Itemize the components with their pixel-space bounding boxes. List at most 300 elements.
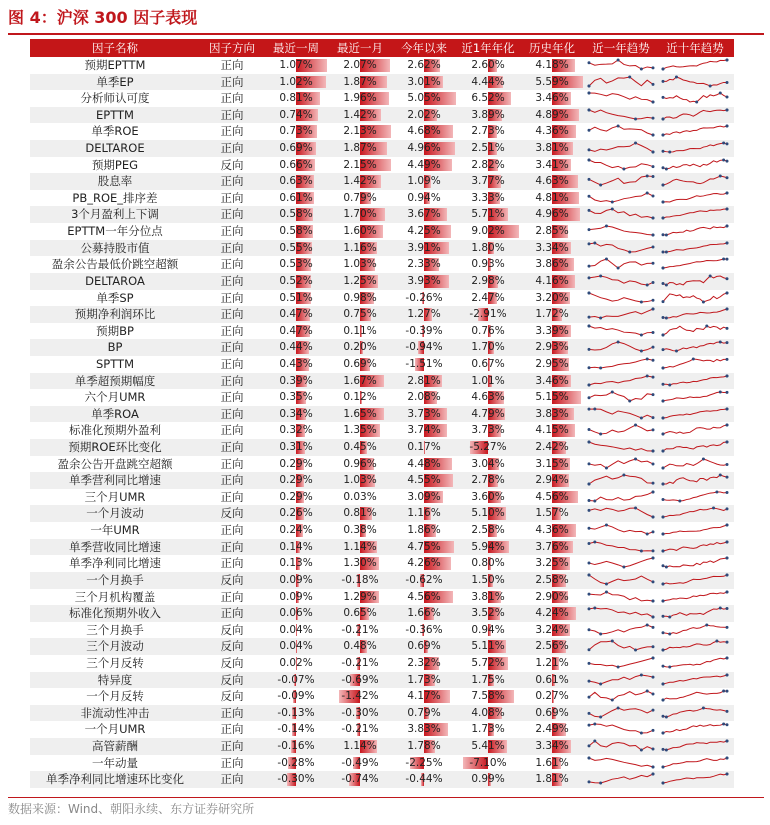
return-cell-m [328, 123, 392, 140]
trend-marker [652, 82, 655, 85]
return-cell-ytd [392, 173, 456, 190]
ten-year-trend-cell [658, 721, 732, 738]
ten-year-trend-cell [658, 389, 732, 406]
trend-marker [712, 507, 715, 510]
return-cell-y1 [456, 539, 520, 556]
one-year-trend-cell [584, 456, 658, 473]
trend-marker [588, 148, 591, 151]
return-value: 2.82% [471, 158, 505, 171]
return-value: 0.58% [279, 208, 313, 221]
return-cell-ytd [392, 157, 456, 174]
return-cell-m [328, 206, 392, 223]
one-year-trend-cell [584, 157, 658, 174]
return-cell-m [328, 622, 392, 639]
trend-line [589, 93, 653, 102]
return-value: 0.73% [279, 125, 313, 138]
trend-marker [652, 245, 655, 248]
one-year-trend-sparkline [587, 639, 655, 652]
return-value: 0.44% [279, 341, 313, 354]
return-cell-w [264, 256, 328, 273]
trend-line [589, 126, 653, 135]
ten-year-trend-cell [658, 422, 732, 439]
trend-line [589, 226, 653, 235]
one-year-trend-cell [584, 273, 658, 290]
trend-line [589, 575, 653, 584]
one-year-trend-cell [584, 605, 658, 622]
trend-marker [640, 748, 643, 751]
one-year-trend-cell [584, 439, 658, 456]
trend-marker [588, 324, 591, 327]
trend-marker [588, 348, 591, 351]
trend-marker [640, 673, 643, 676]
trend-marker [726, 191, 729, 194]
trend-marker [588, 608, 591, 611]
one-year-trend-sparkline [587, 606, 655, 619]
trend-line [589, 342, 653, 351]
trend-marker [692, 357, 695, 360]
header-factor-name: 因子名称 [92, 41, 138, 55]
trend-line [663, 724, 727, 733]
one-year-trend-sparkline [587, 739, 655, 752]
trend-marker [588, 195, 591, 198]
return-value: 3.20% [535, 291, 569, 304]
trend-marker [588, 228, 591, 231]
trend-marker [719, 607, 722, 610]
trend-marker [634, 424, 637, 427]
return-cell-y1 [456, 572, 520, 589]
ten-year-trend-cell [658, 290, 732, 307]
return-cell-ytd [392, 190, 456, 207]
trend-marker [662, 200, 665, 203]
trend-line [589, 724, 653, 733]
return-cell-ytd [392, 605, 456, 622]
return-cell-w [264, 206, 328, 223]
trend-marker [588, 483, 591, 486]
trend-line [663, 708, 727, 717]
return-value: 1.02% [279, 75, 313, 88]
trend-marker [662, 117, 665, 120]
one-year-trend-sparkline [587, 556, 655, 569]
return-cell-hist [520, 339, 584, 356]
return-value: 0.24% [279, 524, 313, 537]
factor-direction: 正向 [220, 107, 244, 122]
return-value: 1.96% [343, 92, 377, 105]
ten-year-trend-cell [658, 306, 732, 323]
return-cell-ytd [392, 439, 456, 456]
factor-direction: 正向 [220, 124, 244, 139]
return-value: 1.60% [343, 225, 377, 238]
return-value: 0.81% [279, 92, 313, 105]
one-year-trend-cell [584, 771, 658, 788]
trend-marker [599, 715, 602, 718]
table-row [30, 356, 734, 373]
return-value: 4.08% [471, 706, 505, 719]
factor-name: 单季EP [96, 74, 134, 89]
return-cell-hist [520, 273, 584, 290]
trend-marker [662, 250, 665, 253]
trend-marker [726, 159, 729, 162]
return-cell-m [328, 173, 392, 190]
return-value: 1.30% [343, 557, 377, 570]
one-year-trend-sparkline [587, 457, 655, 470]
trend-line [589, 276, 653, 285]
trend-line [663, 342, 727, 351]
table-row [30, 589, 734, 606]
return-cell-ytd [392, 273, 456, 290]
one-year-trend-sparkline [587, 656, 655, 669]
return-cell-y1 [456, 240, 520, 257]
trend-marker [588, 265, 591, 268]
trend-marker [588, 649, 591, 652]
trend-marker [726, 476, 729, 479]
table-row [30, 755, 734, 772]
trend-marker [588, 712, 591, 715]
table-row [30, 107, 734, 124]
one-year-trend-sparkline [587, 224, 655, 237]
trend-marker [662, 631, 665, 634]
trend-marker [726, 177, 729, 180]
trend-line [663, 293, 727, 302]
ten-year-trend-cell [658, 439, 732, 456]
factor-name: 单季ROA [91, 406, 139, 421]
ten-year-trend-cell [658, 771, 732, 788]
return-value: 0.39% [279, 374, 313, 387]
one-year-trend-cell [584, 672, 658, 689]
return-cell-hist [520, 173, 584, 190]
one-year-trend-sparkline [587, 75, 655, 88]
return-cell-hist [520, 107, 584, 124]
factor-name: 预期EPTTM [84, 58, 146, 72]
one-year-trend-cell [584, 688, 658, 705]
one-year-trend-sparkline [587, 523, 655, 536]
return-value: 0.04% [279, 640, 313, 653]
return-value: 0.14% [279, 540, 313, 553]
one-year-trend-sparkline [587, 573, 655, 586]
return-value: 3.01% [407, 75, 441, 88]
return-cell-y1 [456, 356, 520, 373]
trend-marker [662, 665, 665, 668]
trend-marker [622, 474, 625, 477]
one-year-trend-cell [584, 356, 658, 373]
return-cell-ytd [392, 223, 456, 240]
return-cell-hist [520, 123, 584, 140]
header-1y-trend: 近一年趋势 [592, 41, 650, 55]
trend-marker [593, 607, 596, 610]
trend-marker [662, 549, 665, 552]
ten-year-trend-cell [658, 688, 732, 705]
return-value: 1.86% [407, 524, 441, 537]
ten-year-trend-cell [658, 373, 732, 390]
return-cell-hist [520, 240, 584, 257]
factor-direction: 反向 [220, 622, 244, 637]
return-value: 5.05% [407, 92, 441, 105]
one-year-trend-sparkline [587, 689, 655, 702]
ten-year-trend-cell [658, 539, 732, 556]
ten-year-trend-sparkline [661, 324, 729, 337]
trend-line [663, 508, 727, 517]
trend-marker [652, 116, 655, 119]
factor-name: 单季营利同比增速 [69, 473, 161, 488]
return-cell-y1 [456, 522, 520, 539]
return-cell-y1 [456, 622, 520, 639]
trend-marker [726, 724, 729, 727]
one-year-trend-cell [584, 140, 658, 157]
header-10y-trend: 近十年趋势 [666, 41, 724, 55]
one-year-trend-sparkline [587, 390, 655, 403]
trend-marker [709, 274, 712, 277]
ten-year-trend-cell [658, 273, 732, 290]
factor-name: 盈余公告开盘跳空超额 [57, 456, 173, 471]
ten-year-trend-cell [658, 356, 732, 373]
return-cell-m [328, 240, 392, 257]
one-year-trend-sparkline [587, 191, 655, 204]
return-cell-w [264, 339, 328, 356]
trend-line [589, 392, 653, 401]
trend-marker [726, 773, 729, 776]
trend-line [663, 542, 727, 551]
trend-marker [678, 499, 681, 502]
trend-marker [628, 250, 631, 253]
return-value: 0.04% [279, 623, 313, 636]
ten-year-trend-sparkline [661, 257, 729, 270]
factor-name: 预期ROE环比变化 [68, 440, 162, 455]
factor-direction: 正向 [220, 356, 244, 371]
header-hist-annualized: 历史年化 [529, 41, 575, 55]
return-value: 3.09% [407, 490, 441, 503]
factor-direction: 反向 [220, 639, 244, 654]
table-row [30, 273, 734, 290]
factor-direction: 正向 [220, 207, 244, 222]
return-value: 1.61% [535, 756, 569, 769]
table-row [30, 74, 734, 91]
trend-marker [652, 516, 655, 519]
trend-line [589, 77, 653, 86]
return-value: 2.95% [535, 357, 569, 370]
return-value: 4.96% [407, 142, 441, 155]
return-cell-hist [520, 406, 584, 423]
return-cell-y1 [456, 456, 520, 473]
return-cell-y1 [456, 505, 520, 522]
factor-name: 一个月UMR [84, 722, 146, 737]
one-year-trend-sparkline [587, 506, 655, 519]
return-value: 4.49% [407, 158, 441, 171]
return-cell-m [328, 57, 392, 74]
trend-marker [617, 706, 620, 709]
one-year-trend-sparkline [587, 357, 655, 370]
table-row [30, 489, 734, 506]
trend-marker [652, 626, 655, 629]
return-value: 4.18% [535, 59, 569, 71]
return-value: 3.52% [471, 607, 505, 620]
trend-marker [715, 490, 718, 493]
ten-year-trend-cell [658, 456, 732, 473]
trend-marker [652, 194, 655, 197]
trend-marker [722, 723, 725, 726]
trend-marker [668, 665, 671, 668]
trend-marker [593, 241, 596, 244]
one-year-trend-cell [584, 290, 658, 307]
trend-marker [588, 527, 591, 530]
return-value: 3.04% [471, 457, 505, 470]
return-value: 5.41% [471, 739, 505, 752]
return-value: 3.39% [535, 324, 569, 337]
return-cell-hist [520, 589, 584, 606]
factor-direction: 正向 [220, 539, 244, 554]
return-cell-hist [520, 489, 584, 506]
trend-marker [662, 267, 665, 270]
return-cell-y1 [456, 323, 520, 340]
one-year-trend-sparkline [587, 124, 655, 137]
one-year-trend-cell [584, 489, 658, 506]
return-cell-m [328, 306, 392, 323]
return-cell-hist [520, 57, 584, 74]
trend-marker [665, 317, 668, 320]
ten-year-trend-cell [658, 256, 732, 273]
trend-marker [652, 393, 655, 396]
return-value: -0.49% [341, 756, 379, 769]
factor-name: 非流动性冲击 [80, 705, 150, 720]
return-cell-y1 [456, 555, 520, 572]
return-value: 0.61% [279, 191, 313, 204]
trend-marker [668, 632, 671, 635]
return-cell-hist [520, 74, 584, 91]
return-cell-w [264, 721, 328, 738]
trend-line [663, 359, 727, 368]
return-value: 3.46% [535, 92, 569, 105]
return-cell-y1 [456, 107, 520, 124]
return-cell-y1 [456, 771, 520, 788]
ten-year-trend-sparkline [661, 108, 729, 121]
trend-marker [662, 416, 665, 419]
ten-year-trend-sparkline [661, 440, 729, 453]
trend-marker [726, 710, 729, 713]
return-value: 0.94% [471, 623, 505, 636]
trend-marker [646, 191, 649, 194]
return-cell-m [328, 90, 392, 107]
return-cell-hist [520, 373, 584, 390]
trend-marker [588, 242, 591, 245]
factor-direction: 反向 [220, 655, 244, 670]
trend-marker [652, 675, 655, 678]
trend-marker [599, 682, 602, 685]
trend-marker [726, 590, 729, 593]
return-value: 2.47% [471, 291, 505, 304]
trend-marker [640, 300, 643, 303]
return-cell-hist [520, 705, 584, 722]
return-cell-w [264, 74, 328, 91]
factor-direction: 正向 [220, 473, 244, 488]
one-year-trend-cell [584, 323, 658, 340]
return-value: 2.93% [535, 341, 569, 354]
trend-marker [640, 350, 643, 353]
ten-year-trend-cell [658, 240, 732, 257]
return-cell-w [264, 240, 328, 257]
return-cell-y1 [456, 74, 520, 91]
return-value: 2.13% [343, 125, 377, 138]
return-value: 0.29% [279, 490, 313, 503]
return-value: 1.42% [343, 175, 377, 188]
return-cell-w [264, 273, 328, 290]
return-value: 2.98% [471, 274, 505, 287]
trend-marker [605, 590, 608, 593]
return-value: -0.16% [277, 739, 315, 752]
return-cell-y1 [456, 638, 520, 655]
return-cell-y1 [456, 140, 520, 157]
return-cell-ytd [392, 140, 456, 157]
trend-marker [719, 175, 722, 178]
return-cell-m [328, 223, 392, 240]
trend-marker [652, 165, 655, 168]
trend-line [589, 708, 653, 717]
trend-marker [726, 327, 729, 330]
factor-direction: 正向 [220, 772, 244, 787]
return-value: 0.43% [279, 357, 313, 370]
trend-line [589, 259, 653, 268]
factor-name: 预期净利润环比 [74, 307, 156, 322]
trend-marker [726, 607, 729, 610]
trend-marker [662, 565, 665, 568]
return-value: 3.33% [471, 191, 505, 204]
trend-marker [611, 208, 614, 211]
ten-year-trend-sparkline [661, 706, 729, 719]
return-cell-w [264, 622, 328, 639]
trend-line [589, 492, 653, 501]
trend-marker [652, 416, 655, 419]
return-cell-w [264, 771, 328, 788]
trend-line [663, 675, 727, 684]
trend-marker [652, 708, 655, 711]
one-year-trend-cell [584, 755, 658, 772]
trend-marker [662, 333, 665, 336]
trend-marker [588, 178, 591, 181]
table-row [30, 206, 734, 223]
return-value: 4.68% [407, 125, 441, 138]
trend-marker [702, 457, 705, 460]
trend-line [663, 525, 727, 534]
trend-marker [662, 450, 665, 453]
trend-line [589, 625, 653, 634]
factor-name: 单季净利同比增速 [69, 556, 161, 571]
trend-marker [662, 184, 665, 187]
return-cell-y1 [456, 406, 520, 423]
trend-marker [611, 200, 614, 203]
factor-direction: 正向 [220, 705, 244, 720]
trend-line [589, 542, 653, 551]
trend-line [589, 691, 653, 700]
return-value: 1.73% [471, 723, 505, 736]
trend-marker [640, 416, 643, 419]
return-value: -0.39% [405, 324, 443, 337]
trend-marker [628, 400, 631, 403]
trend-marker [662, 382, 665, 385]
return-value: 1.14% [343, 540, 377, 553]
one-year-trend-sparkline [587, 623, 655, 636]
table-row [30, 522, 734, 539]
trend-marker [652, 490, 655, 493]
ten-year-trend-sparkline [661, 639, 729, 652]
trend-line [663, 459, 727, 468]
return-cell-hist [520, 140, 584, 157]
return-value: 3.86% [535, 258, 569, 271]
ten-year-trend-sparkline [661, 722, 729, 735]
factor-direction: 正向 [220, 722, 244, 737]
return-value: 4.63% [535, 175, 569, 188]
trend-marker [599, 317, 602, 320]
return-value: 4.96% [535, 208, 569, 221]
return-value: 0.35% [279, 391, 313, 404]
trend-marker [668, 151, 671, 154]
return-value: -0.30% [341, 706, 379, 719]
